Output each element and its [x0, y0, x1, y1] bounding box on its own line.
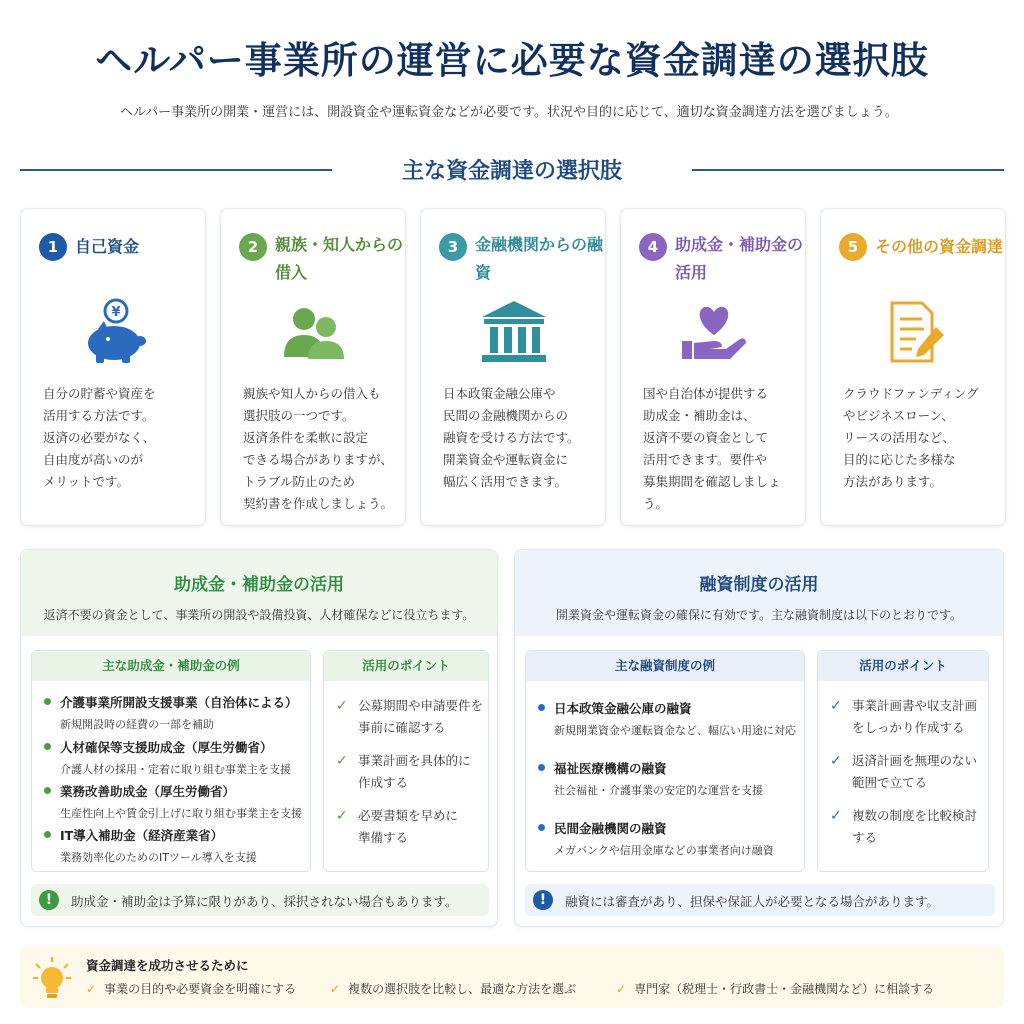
card-title: 助成金・補助金の活用 — [675, 235, 804, 282]
point-text: 必要書類を早めに 準備する — [358, 808, 459, 845]
subsidy-points-box — [323, 650, 489, 872]
card-title: 親族・知人からの借入 — [275, 235, 404, 282]
subsidy-example-name: 業務改善助成金（厚生労働省） — [44, 782, 314, 800]
subsidy-examples-box — [31, 650, 311, 872]
list-item — [44, 693, 314, 732]
tip-text: 専門家（税理士・行政書士・金融機関など）に相談する — [634, 982, 935, 996]
subsidy-note — [31, 884, 489, 916]
card-number: 3 — [439, 233, 467, 261]
tip-item — [616, 980, 934, 997]
card-description: 自分の貯蓄や資産を 活用する方法です。 返済の必要がなく、 自由度が高いのが メリットです。 — [43, 386, 156, 489]
check-icon: ✓ — [336, 753, 348, 769]
point-text: 事業計画書や収支計画 をしっかり作成する — [852, 698, 978, 735]
svg-text:¥: ¥ — [111, 305, 121, 320]
loan-example-name: 福祉医療機構の融資 — [538, 759, 808, 777]
tip-text: 事業の目的や必要資金を明確にする — [104, 982, 297, 996]
list-item — [538, 759, 808, 798]
check-icon: ✓ — [616, 982, 627, 996]
subsidy-panel-description: 返済不要の資金として、事業所の開設や設備投資、人材確保などに役立ちます。 — [43, 608, 475, 622]
card-description: 国や自治体が提供する 助成金・補助金は、 返済不要の資金として 活用できます。要件や 募集期間を確認しましょう。 — [643, 386, 781, 511]
card-title: 自己資金 — [75, 237, 140, 256]
page-subtitle: ヘルパー事業所の開業・運営には、開設資金や運転資金などが必要です。状況や目的に応じて、適切な資金調達方法を選びましょう。 — [120, 105, 898, 120]
check-icon: ✓ — [86, 982, 97, 996]
tip-text: 複数の選択肢を比較し、最適な方法を選ぶ — [348, 982, 577, 996]
subsidy-example-name: 介護事業所開設支援事業（自治体による） — [44, 693, 314, 711]
tip-item — [86, 980, 296, 997]
card-number: 1 — [39, 233, 67, 261]
check-icon: ✓ — [830, 698, 842, 714]
check-icon: ✓ — [336, 808, 348, 824]
loan-examples-box — [525, 650, 805, 872]
card-title: 金融機関からの融資 — [475, 235, 604, 282]
subsidy-panel-title: 助成金・補助金の活用 — [174, 575, 344, 595]
subsidy-example-sub: 介護人材の採用・定着に取り組む事業主を支援 — [60, 763, 291, 776]
loan-points-title: 活用のポイント — [818, 651, 988, 681]
list-item — [44, 826, 314, 865]
check-icon: ✓ — [830, 808, 842, 824]
document-pen-icon — [874, 297, 954, 367]
loan-panel-description: 開業資金や運転資金の確保に有効です。主な融資制度は以下のとおりです。 — [555, 608, 963, 622]
option-card-bank-loan — [420, 208, 606, 526]
loan-panel-title: 融資制度の活用 — [699, 575, 819, 595]
loan-example-sub: メガバンクや信用金庫などの事業者向け融資 — [554, 844, 774, 857]
card-number: 4 — [639, 233, 667, 261]
check-icon: ✓ — [330, 982, 341, 996]
card-number: 5 — [839, 233, 867, 261]
point-item — [830, 805, 980, 849]
section-header — [20, 150, 1004, 190]
page-title: ヘルパー事業所の運営に必要な資金調達の選択肢 — [95, 39, 929, 82]
tip-item — [330, 980, 576, 997]
list-item — [538, 699, 808, 738]
point-item — [336, 805, 486, 849]
card-description: 親族や知人からの借入も 選択肢の一つです。 返済条件を柔軟に設定 できる場合がありますが、 トラブル防止のため 契約書を作成しましょう。 — [243, 386, 394, 511]
point-text: 複数の制度を比較検討 する — [852, 808, 978, 845]
option-card-self-funds — [20, 208, 206, 526]
loan-panel — [514, 549, 1004, 927]
loan-note — [525, 884, 995, 916]
loan-example-sub: 新規開業資金や運転資金など、幅広い用途に対応 — [554, 724, 796, 737]
divider-right — [692, 169, 1004, 171]
option-cards — [20, 208, 1006, 528]
loan-note-text: 融資には審査があり、担保や保証人が必要となる場合があります。 — [565, 894, 940, 909]
subsidy-note-text: 助成金・補助金は予算に限りがあり、採択されない場合もあります。 — [71, 894, 458, 909]
section-title: 主な資金調達の選択肢 — [401, 159, 622, 184]
subsidy-example-sub: 新規開設時の経費の一部を補助 — [60, 718, 214, 731]
success-tips-banner — [20, 946, 1004, 1008]
card-title: その他の資金調達 — [875, 237, 1004, 256]
option-card-other — [820, 208, 1006, 526]
card-description: 日本政策金融公庫や 民間の金融機関からの 融資を受ける方法です。 開業資金や運転資金に 幅広く活用できます。 — [443, 386, 580, 489]
list-item — [44, 738, 314, 777]
point-item — [830, 750, 980, 794]
subsidy-example-name: IT導入補助金（経済産業省） — [44, 826, 314, 844]
subsidy-example-name: 人材確保等支援助成金（厚生労働省） — [44, 738, 314, 756]
card-description: クラウドファンディング やビジネスローン、 リースの活用など、 目的に応じた多様な 方法があります。 — [843, 386, 979, 489]
exclamation-icon: ! — [533, 890, 553, 910]
point-text: 事業計画を具体的に 作成する — [358, 753, 471, 790]
check-icon: ✓ — [830, 753, 842, 769]
point-text: 公募期間や申請要件を 事前に確認する — [358, 698, 484, 735]
subsidy-example-sub: 生産性向上や賃金引上げに取り組む事業主を支援 — [60, 807, 302, 820]
subsidy-example-sub: 業務効率化のためのITツール導入を支援 — [60, 851, 257, 864]
loan-example-name: 日本政策金融公庫の融資 — [538, 699, 808, 717]
point-item — [336, 695, 486, 739]
success-tips-title: 資金調達を成功させるために — [86, 958, 249, 973]
bank-icon — [474, 297, 554, 367]
point-item — [830, 695, 980, 739]
lightbulb-icon — [32, 956, 72, 1000]
loan-example-sub: 社会福祉・介護事業の安定的な運営を支援 — [554, 784, 763, 797]
loan-examples-title: 主な融資制度の例 — [526, 651, 804, 681]
people-icon — [274, 297, 354, 367]
loan-example-name: 民間金融機関の融資 — [538, 819, 808, 837]
check-icon: ✓ — [336, 698, 348, 714]
loan-points-box — [817, 650, 989, 872]
subsidy-panel — [20, 549, 498, 927]
subsidy-points-title: 活用のポイント — [324, 651, 488, 681]
piggy-bank-yen-icon — [74, 297, 154, 367]
list-item — [44, 782, 314, 821]
heart-hand-icon — [674, 297, 754, 367]
card-number: 2 — [239, 233, 267, 261]
point-item — [336, 750, 486, 794]
list-item — [538, 819, 808, 858]
subsidy-examples-title: 主な助成金・補助金の例 — [32, 651, 310, 681]
option-card-family-loan — [220, 208, 406, 526]
point-text: 返済計画を無理のない 範囲で立てる — [852, 753, 978, 790]
option-card-subsidy — [620, 208, 806, 526]
exclamation-icon: ! — [39, 890, 59, 910]
